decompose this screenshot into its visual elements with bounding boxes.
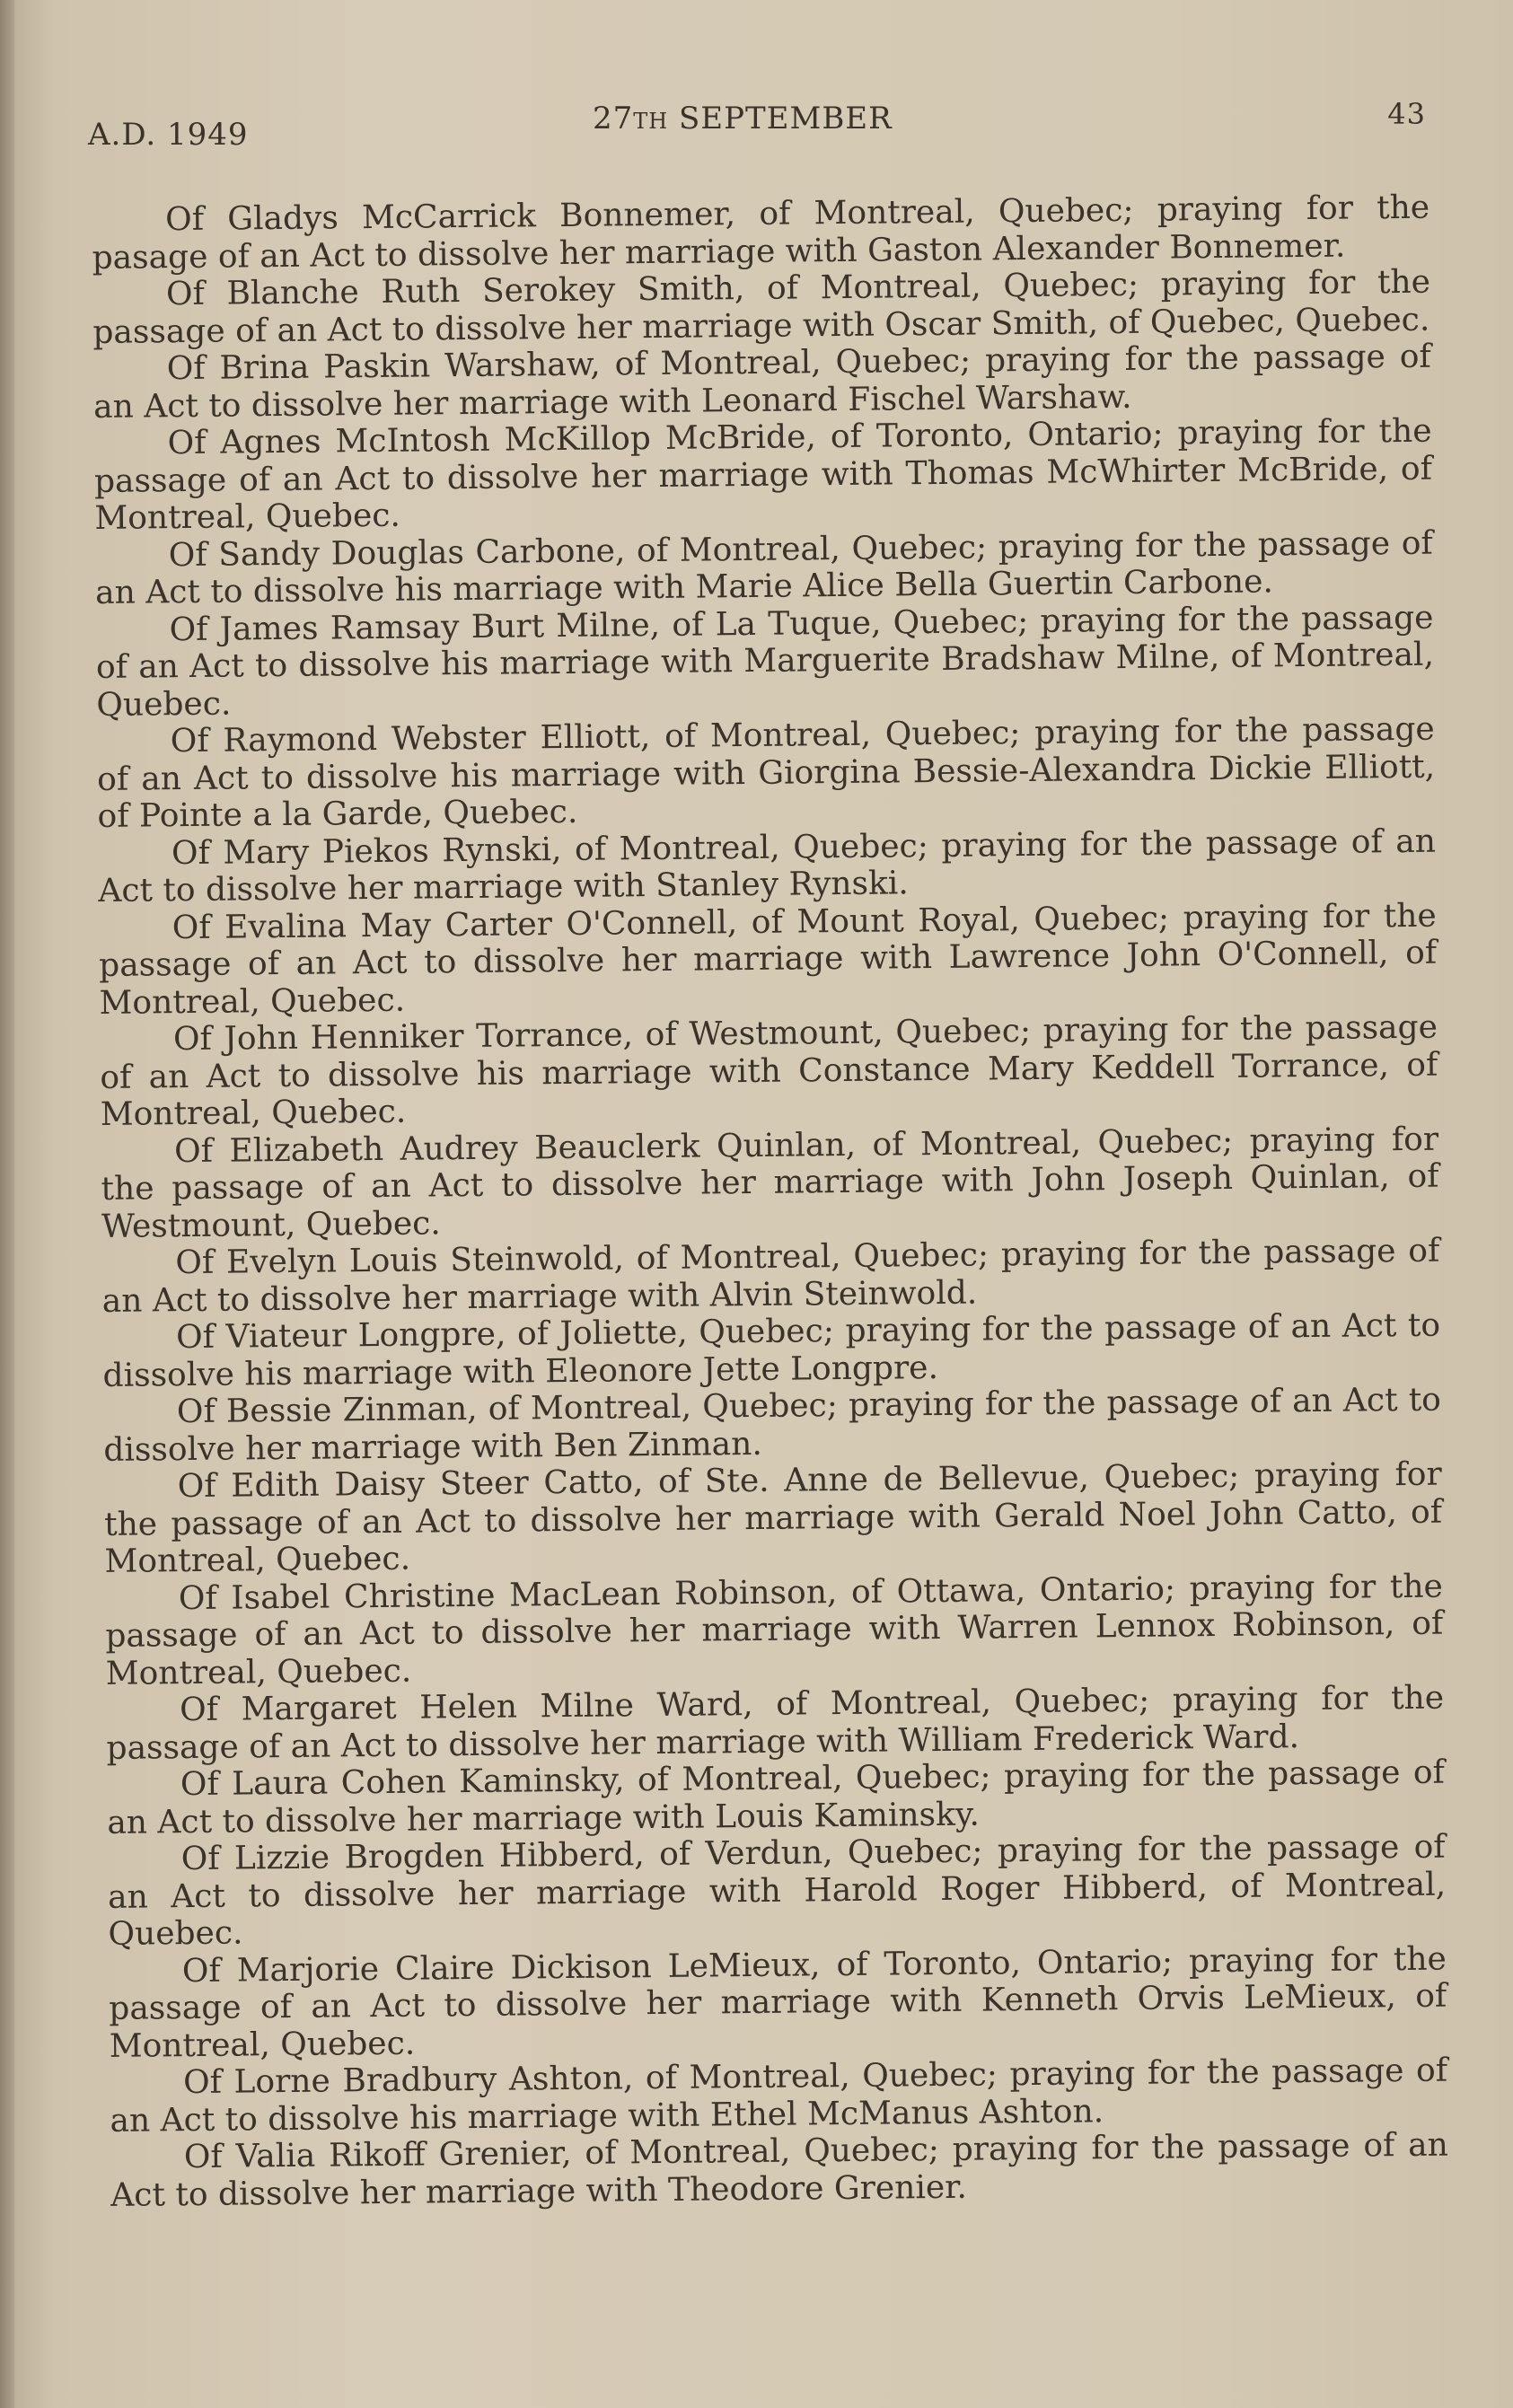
petition-paragraph: Of Raymond Webster Elliott, of Montreal, Quebec; praying for the passage of an Act to dissolve his marriage with Giorgina Bessie-Alexandra Dickie Elliott, of Pointe a la Garde, Quebec. [96,710,1436,835]
petition-paragraph: Of Gladys McCarrick Bonnemer, of Montreal, Quebec; praying for the pasage of an Act to dissolve her marriage with Gaston Alexander Bonnemer. [92,189,1430,277]
petition-paragraph: Of Lizzie Brogden Hibberd, of Verdun, Quebec; praying for the passage of an Act to dissolve her marriage with Harold Roger Hibberd, of Montreal, Quebec. [107,1828,1447,1953]
petition-paragraph: Of Lorne Bradbury Ashton, of Montreal, Quebec; praying for the passage of an Act to dissolve his marriage with Ethel McManus Ashton. [110,2052,1448,2140]
petition-paragraph: Of James Ramsay Burt Milne, of La Tuque, Quebec; praying for the passage of an Act to dissolve his marriage with Marguerite Bradshaw Milne, of Montreal, Quebec. [95,599,1435,724]
header-date-suffix: TH [633,109,669,134]
page-number: 43 [1387,97,1426,131]
header-date [593,101,893,136]
petition-paragraph: Of Agnes McIntosh McKillop McBride, of Toronto, Ontario; praying for the passage of an Act to dissolve her marriage with Thomas McWhirter McBride, of Montreal, Quebec. [93,412,1433,537]
header-date-day: 27 [593,101,634,136]
petition-paragraph: Of Elizabeth Audrey Beauclerk Quinlan, of Montreal, Quebec; praying for the passage of an Act to dissolve her marriage with John Joseph Quinlan, of Westmount, Quebec. [101,1121,1439,1245]
petition-paragraph: Of Evelyn Louis Steinwold, of Montreal, Quebec; praying for the passage of an Act to dissolve her marriage with Alvin Steinwold. [101,1232,1440,1320]
petition-paragraph: Of Mary Piekos Rynski, of Montreal, Quebec; praying for the passage of an Act to dissolve her marriage with Stanley Rynski. [98,822,1437,910]
petition-paragraph: Of Marjorie Claire Dickison LeMieux, of Toronto, Ontario; praying for the passage of an Act to dissolve her marriage with Kenneth Orvis LeMieux, of Montreal, Quebec. [109,1940,1447,2065]
petition-paragraph: Of Viateur Longpre, of Joliette, Quebec; praying for the passage of an Act to dissolve his marriage with Eleonore Jette Longpre. [102,1306,1441,1394]
petition-paragraph: Of Edith Daisy Steer Catto, of Ste. Anne de Bellevue, Quebec; praying for the passage of an Act to dissolve her marriage with Gerald Noel John Catto, of Montreal, Quebec. [103,1455,1443,1580]
petition-paragraph: Of Bessie Zinman, of Montreal, Quebec; praying for the passage of an Act to dissolve her marriage with Ben Zinman. [103,1381,1442,1469]
header-year: A.D. 1949 [88,117,249,153]
petition-list [92,189,1448,2214]
page-binding-shadow [0,0,14,2408]
petition-paragraph: Of Laura Cohen Kaminsky, of Montreal, Quebec; praying for the passage of an Act to dissolve her marriage with Louis Kaminsky. [107,1753,1446,1841]
header-date-month: SEPTEMBER [679,101,893,136]
petition-paragraph: Of John Henniker Torrance, of Westmount, Quebec; praying for the passage of an Act to dissolve his marriage with Constance Mary Keddell Torrance, of Montreal, Quebec. [100,1008,1438,1133]
running-header [88,97,1426,151]
petition-paragraph: Of Valia Rikoff Grenier, of Montreal, Quebec; praying for the passage of an Act to dissolve her marriage with Theodore Grenier. [110,2126,1449,2214]
petition-paragraph: Of Brina Paskin Warshaw, of Montreal, Quebec; praying for the passage of an Act to dissolve her marriage with Leonard Fischel Warshaw. [92,338,1431,426]
petition-paragraph: Of Margaret Helen Milne Ward, of Montreal, Quebec; praying for the passage of an Act to dissolve her marriage with William Frederick Ward. [106,1679,1445,1767]
petition-paragraph: Of Blanche Ruth Serokey Smith, of Montreal, Quebec; praying for the passage of an Act to dissolve her marriage with Oscar Smith, of Quebec, Quebec. [92,263,1431,351]
petition-paragraph: Of Isabel Christine MacLean Robinson, of Ottawa, Ontario; praying for the passage of an Act to dissolve her marriage with Warren Lennox Robinson, of Montreal, Quebec. [105,1568,1444,1692]
petition-paragraph: Of Evalina May Carter O'Connell, of Mount Royal, Quebec; praying for the passage of an Act to dissolve her marriage with Lawrence John O'Connell, of Montreal, Quebec. [98,897,1438,1022]
petition-paragraph: Of Sandy Douglas Carbone, of Montreal, Quebec; praying for the passage of an Act to dissolve his marriage with Marie Alice Bella Guertin Carbone. [94,524,1433,611]
